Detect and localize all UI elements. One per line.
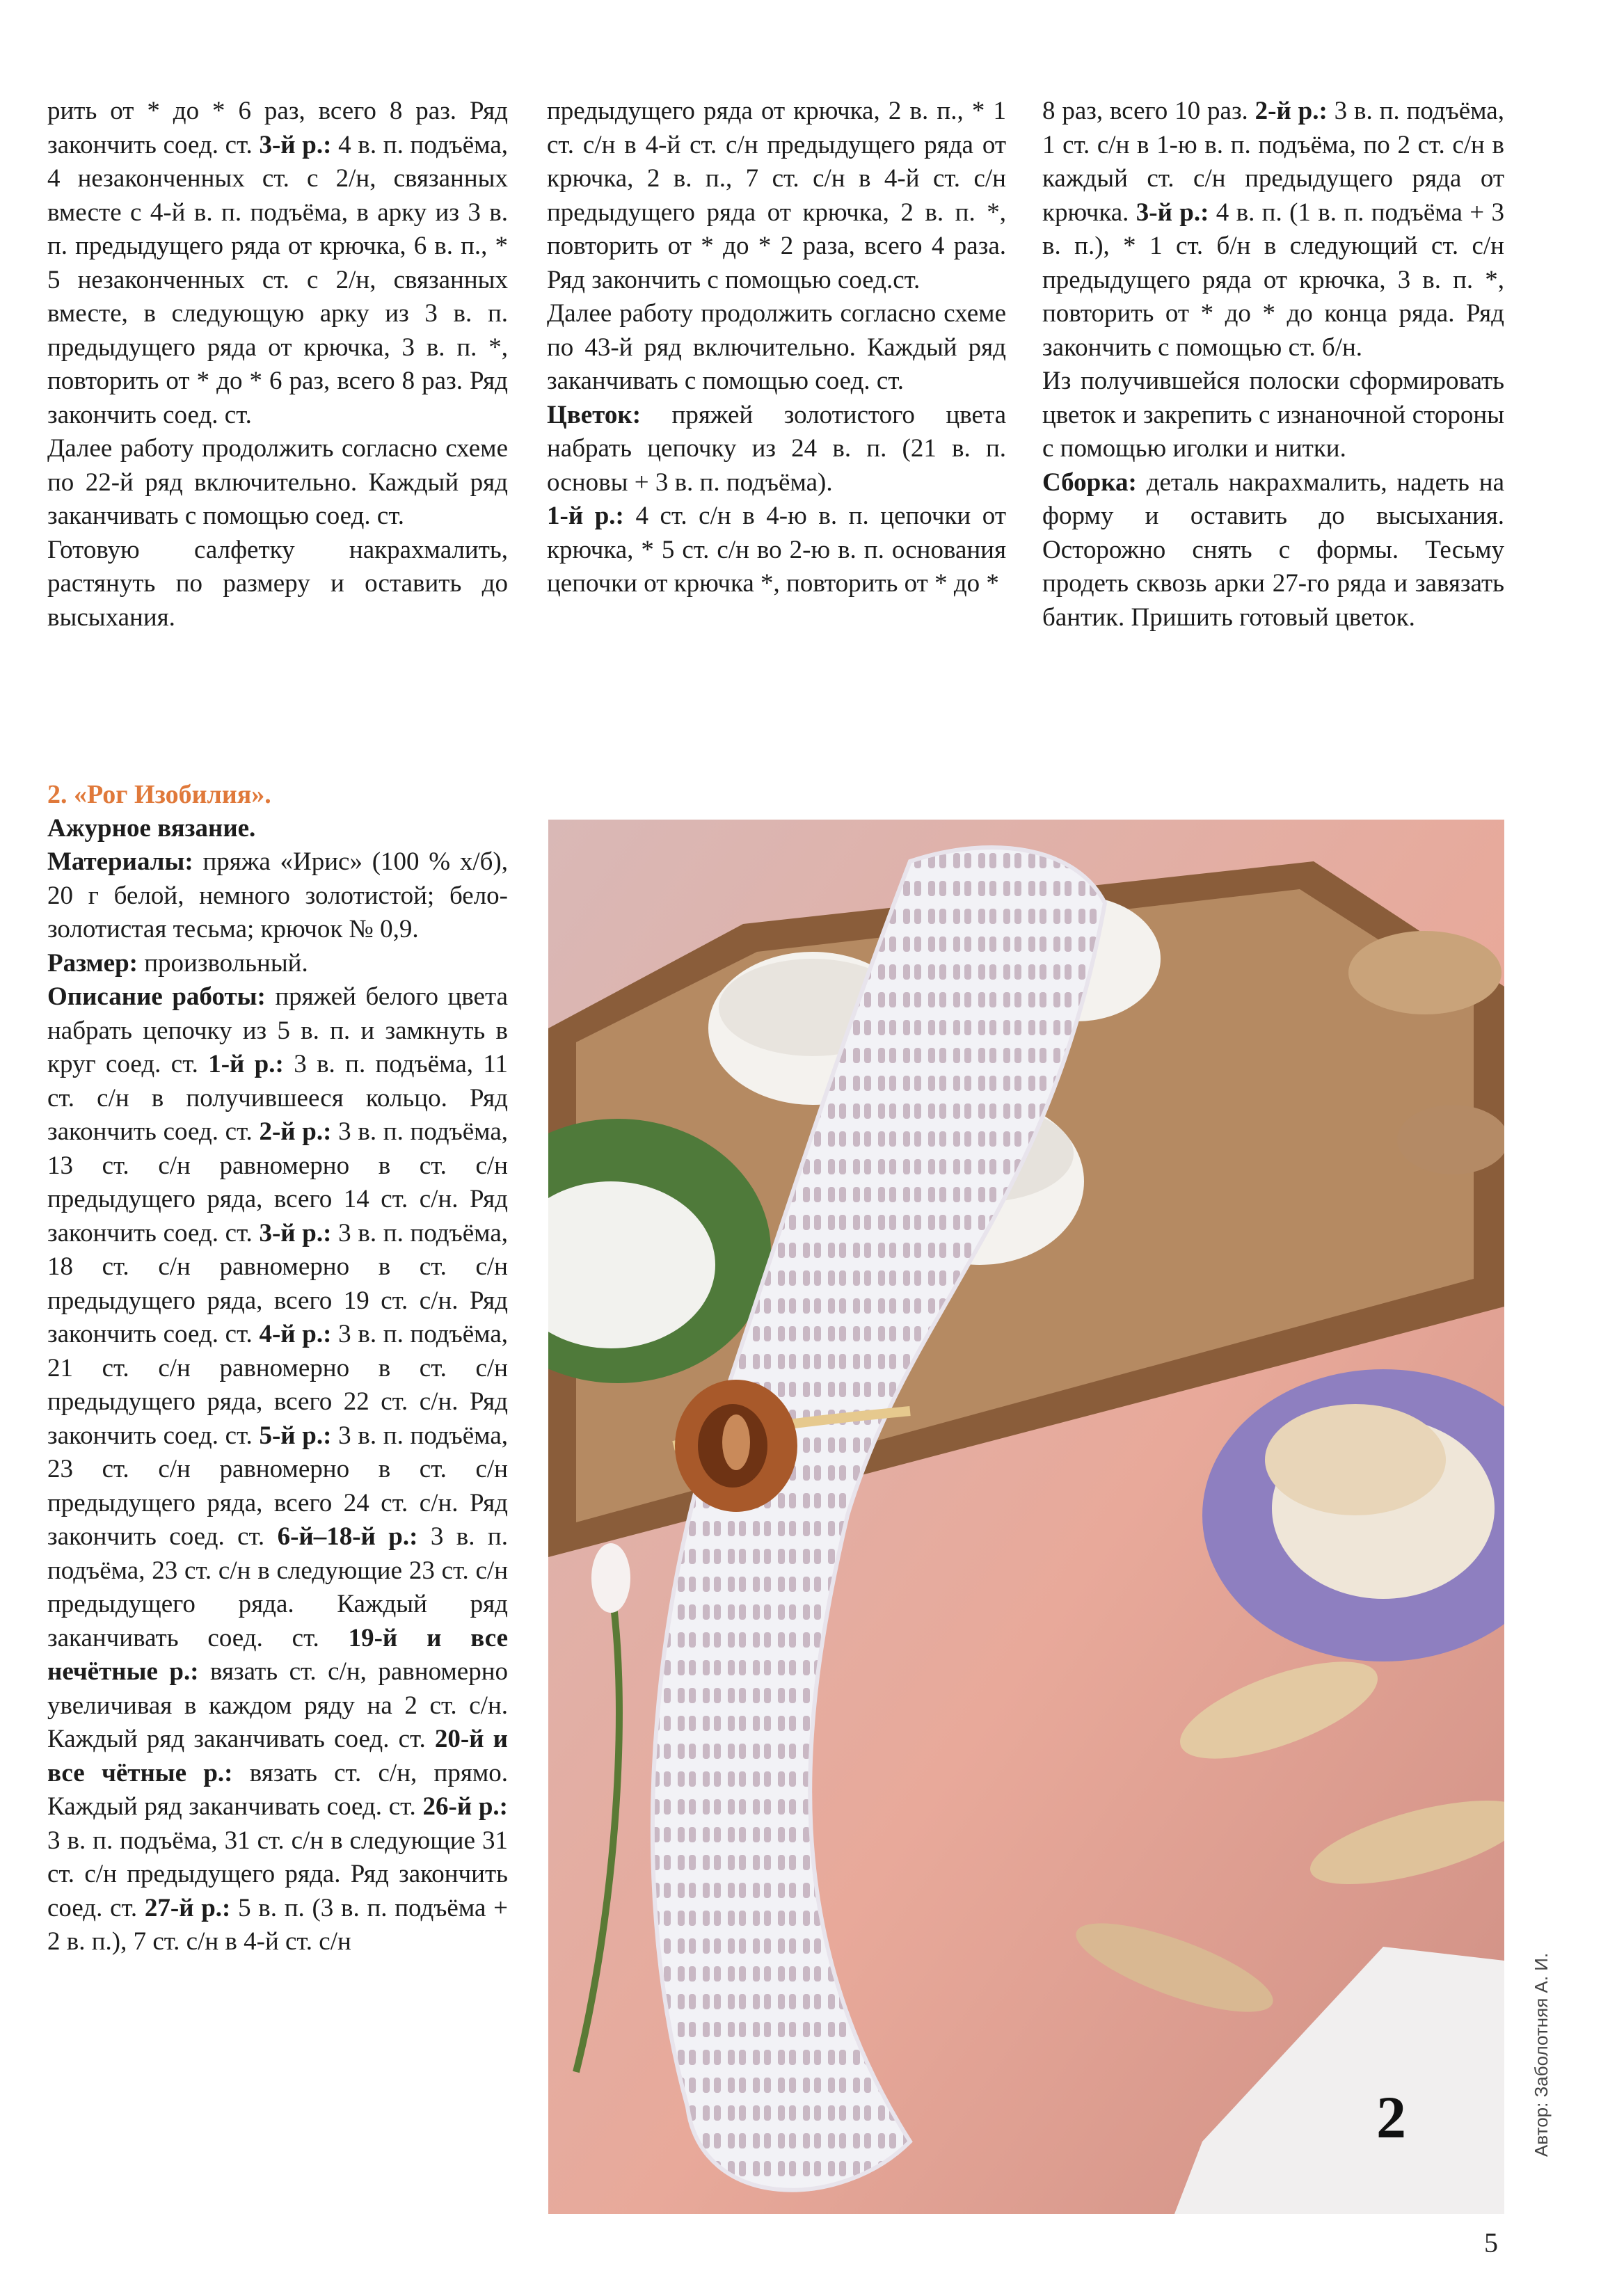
paragraph: Из получившейся полоски сформировать цветок и закрепить с изнаночной стороны с помощью иголки и нитки. (1042, 367, 1504, 463)
photo-illustration (548, 820, 1504, 2214)
column-2 (547, 95, 1006, 601)
paragraph: Далее работу продолжить согласно схеме по 22-й ряд включительно. Каждый ряд заканчивать с помощью соед. ст. (47, 434, 508, 530)
section-subtitle: Ажурное вязание. (47, 813, 256, 843)
size: Размер: произвольный. (47, 948, 308, 978)
dried-flower (1265, 1404, 1446, 1515)
author-credit: Автор: Заболотняя А. И. (1531, 1952, 1552, 2157)
materials: Материалы: пряжа «Ирис» (100 % х/б), 20 г белой, немного золотистой; бело-золотистая тесьма; крючок № 0,9. (47, 847, 508, 943)
paragraph: 1-й р.: 4 ст. с/н в 4-ю в. п. цепочки от крючка, * 5 ст. с/н во 2-ю в. п. основания цепочки от крючка *, повторить от * до * (547, 502, 1006, 598)
flower-paragraph: Цветок: пряжей золотистого цвета набрать цепочку из 24 в. п. (21 в. п. основы + 3 в. п. подъёма). (547, 400, 1006, 497)
section-title: 2. «Рог Изобилия». (47, 780, 271, 809)
column-3 (1042, 95, 1504, 635)
page-number: 5 (1484, 2227, 1498, 2258)
photo-number: 2 (1376, 2084, 1406, 2151)
paragraph: 8 раз, всего 10 раз. 2-й р.: 3 в. п. подъёма, 1 ст. с/н в 1-ю в. п. подъёма, по 2 ст. с/н в каждый ст. с/н предыдущего ряда от крючка. 3-й р.: 4 в. п. (1 в. п. подъёма + 3 в. п.), * 1 ст. б/н в следующий ст. с/н предыдущего ряда от крючка, 3 в. п. *, повторить от * до * до конца ряда. Ряд закончить с помощью ст. б/н. (1042, 97, 1504, 362)
paragraph: рить от * до * 6 раз, всего 8 раз. Ряд закончить соед. ст. 3-й р.: 4 в. п. подъёма, 4 незаконченных ст. с 2/н, связанных вместе с 4-й в. п. подъёма, в арку из 3 в. п. предыдущего ряда от крючка, 6 в. п., * 5 незаконченных ст. с 2/н, связанных вместе, в следующую арку из 3 в. п. предыдущего ряда от крючка, 3 в. п. *, повторить от * до * 6 раз, всего 8 раз. Ряд закончить соед. ст. (47, 97, 508, 429)
section-2 (47, 778, 508, 1959)
paragraph: Готовую салфетку накрахмалить, растянуть по размеру и оставить до высыхания. (47, 535, 508, 632)
dried-petal (1348, 931, 1502, 1014)
product-photo (548, 820, 1504, 2214)
assembly-paragraph: Сборка: деталь накрахмалить, надеть на форму и оставить до высыхания. Осторожно снять с формы. Тесьму продеть сквозь арки 27-го ряда и завязать бантик. Пришить готовый цветок. (1042, 468, 1504, 632)
tulip (591, 1543, 630, 1613)
description: Описание работы: пряжей белого цвета набрать цепочку из 5 в. п. и замкнуть в круг соед. ст. 1-й р.: 3 в. п. подъёма, 11 ст. с/н в получившееся кольцо. Ряд закончить соед. ст. 2-й р.: 3 в. п. подъёма, 13 ст. с/н равномерно в ст. с/н предыдущего ряда, всего 14 ст. с/н. Ряд закончить соед. ст. 3-й р.: 3 в. п. подъёма, 18 ст. с/н равномерно в ст. с/н предыдущего ряда, всего 19 ст. с/н. Ряд закончить соед. ст. 4-й р.: 3 в. п. подъёма, 21 ст. с/н равномерно в ст. с/н предыдущего ряда, всего 22 ст. с/н. Ряд закончить соед. ст. 5-й р.: 3 в. п. подъёма, 23 ст. с/н равномерно в ст. с/н предыдущего ряда, всего 24 ст. с/н. Ряд закончить соед. ст. 6-й–18-й р.: 3 в. п. подъёма, 23 ст. с/н в следующие 23 ст. с/н предыдущего ряда. Каждый ряд заканчивать соед. ст. 19-й и все нечётные р.: вязать ст. с/н, равномерно увеличивая в каждом ряду на 2 ст. с/н. Каждый ряд заканчивать соед. ст. 20-й и все чётные р.: вязать ст. с/н, прямо. Каждый ряд заканчивать соед. ст. 26-й р.: 3 в. п. подъёма, 31 ст. с/н в следующие 31 ст. с/н предыдущего ряда. Ряд закончить соед. ст. 27-й р.: 5 в. п. (3 в. п. подъёма + 2 в. п.), 7 ст. с/н в 4-й ст. с/н (47, 982, 508, 1956)
column-1-top (47, 95, 508, 635)
paragraph: Далее работу продолжить согласно схеме по 43-й ряд включительно. Каждый ряд заканчивать с помощью соед. ст. (547, 299, 1006, 395)
paragraph: предыдущего ряда от крючка, 2 в. п., * 1 ст. с/н в 4-й ст. с/н предыдущего ряда от крючка, 2 в. п., 7 ст. с/н в 4-й ст. с/н предыдущего ряда от крючка, 2 в. п. *, повторить от * до * 2 раза, всего 4 раза. Ряд закончить с помощью соед.ст. (547, 97, 1006, 294)
